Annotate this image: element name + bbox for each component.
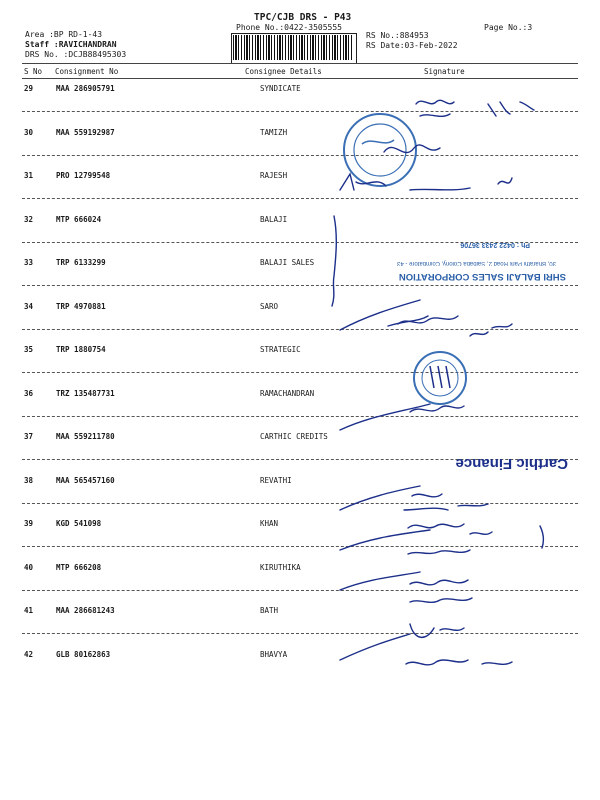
row-sno: 40 — [24, 563, 34, 572]
column-signature: Signature — [424, 67, 465, 76]
row-sno: 36 — [24, 389, 34, 398]
rs-number: RS No.:884953 — [366, 31, 429, 40]
round-seal-icon — [414, 352, 466, 404]
row-consignee: TAMIZH — [260, 128, 288, 137]
row-consignment: TRP 6133299 — [56, 258, 106, 267]
phone-number: Phone No.:0422-3505555 — [236, 23, 342, 32]
row-consignee: BATH — [260, 606, 279, 615]
balaji-stamp-name: SHRI BALAJI SALES CORPORATION — [398, 271, 566, 282]
row-sno: 39 — [24, 519, 34, 528]
row-consignee: KHAN — [260, 519, 279, 528]
balaji-stamp-phone: Ph : 0422 2433 36706 — [460, 241, 530, 248]
row-sno: 41 — [24, 606, 34, 615]
row-consignment: PRO 12799548 — [56, 171, 111, 180]
row-consignee: SYNDICATE — [260, 84, 301, 93]
row-consignee: BALAJI — [260, 215, 288, 224]
document-title: TPC/CJB DRS - P43 — [254, 12, 352, 23]
row-consignment: MTP 666208 — [56, 563, 102, 572]
row-consignment: MAA 565457160 — [56, 476, 115, 485]
area-field: Area :BP RD-1-43 — [25, 30, 103, 39]
row-consignment: MAA 286905791 — [56, 84, 115, 93]
row-sno: 34 — [24, 302, 34, 311]
column-consignment: Consignment No — [55, 67, 119, 76]
row-consignment: MAA 286681243 — [56, 606, 115, 615]
row-consignee: BHAVYA — [260, 650, 288, 659]
row-consignee: RAJESH — [260, 171, 288, 180]
row-consignment: TRZ 135487731 — [56, 389, 115, 398]
column-consignee: Consignee Details — [245, 67, 322, 76]
row-sno: 30 — [24, 128, 34, 137]
column-sno: S No — [24, 67, 43, 76]
row-sno: 38 — [24, 476, 34, 485]
row-consignee: REVATHI — [260, 476, 292, 485]
row-sno: 31 — [24, 171, 34, 180]
row-consignee: RAMACHANDRAN — [260, 389, 315, 398]
round-seal-icon — [344, 114, 416, 186]
row-consignee: CARTHIC CREDITS — [260, 432, 328, 441]
row-consignment: KGD 541098 — [56, 519, 102, 528]
row-consignee: KIRUTHIKA — [260, 563, 301, 572]
carthic-stamp: Carthic Finance — [455, 455, 568, 472]
row-consignment: TRP 1880754 — [56, 345, 106, 354]
row-consignee: BALAJI SALES — [260, 258, 315, 267]
staff-field: Staff :RAVICHANDRAN — [25, 40, 117, 49]
page-number: Page No.:3 — [484, 23, 533, 32]
row-consignment: MAA 559211780 — [56, 432, 115, 441]
row-consignment: MTP 666024 — [56, 215, 102, 224]
row-sno: 33 — [24, 258, 34, 267]
row-consignment: GLB 80162863 — [56, 650, 111, 659]
row-sno: 29 — [24, 84, 34, 93]
drs-number: DRS No. :DCJB88495303 — [25, 50, 127, 59]
balaji-stamp-address: 30, Bharathi Park Road 2, Saibaba Colony, Coimbatore - 43 — [397, 260, 556, 266]
row-consignee: STRATEGIC — [260, 345, 301, 354]
row-sno: 37 — [24, 432, 34, 441]
row-sno: 32 — [24, 215, 34, 224]
handwriting-icon — [332, 100, 543, 665]
row-consignment: TRP 4970881 — [56, 302, 106, 311]
row-sno: 42 — [24, 650, 34, 659]
row-consignee: SARO — [260, 302, 279, 311]
row-sno: 35 — [24, 345, 34, 354]
row-consignment: MAA 559192987 — [56, 128, 115, 137]
rs-date: RS Date:03-Feb-2022 — [366, 41, 458, 50]
